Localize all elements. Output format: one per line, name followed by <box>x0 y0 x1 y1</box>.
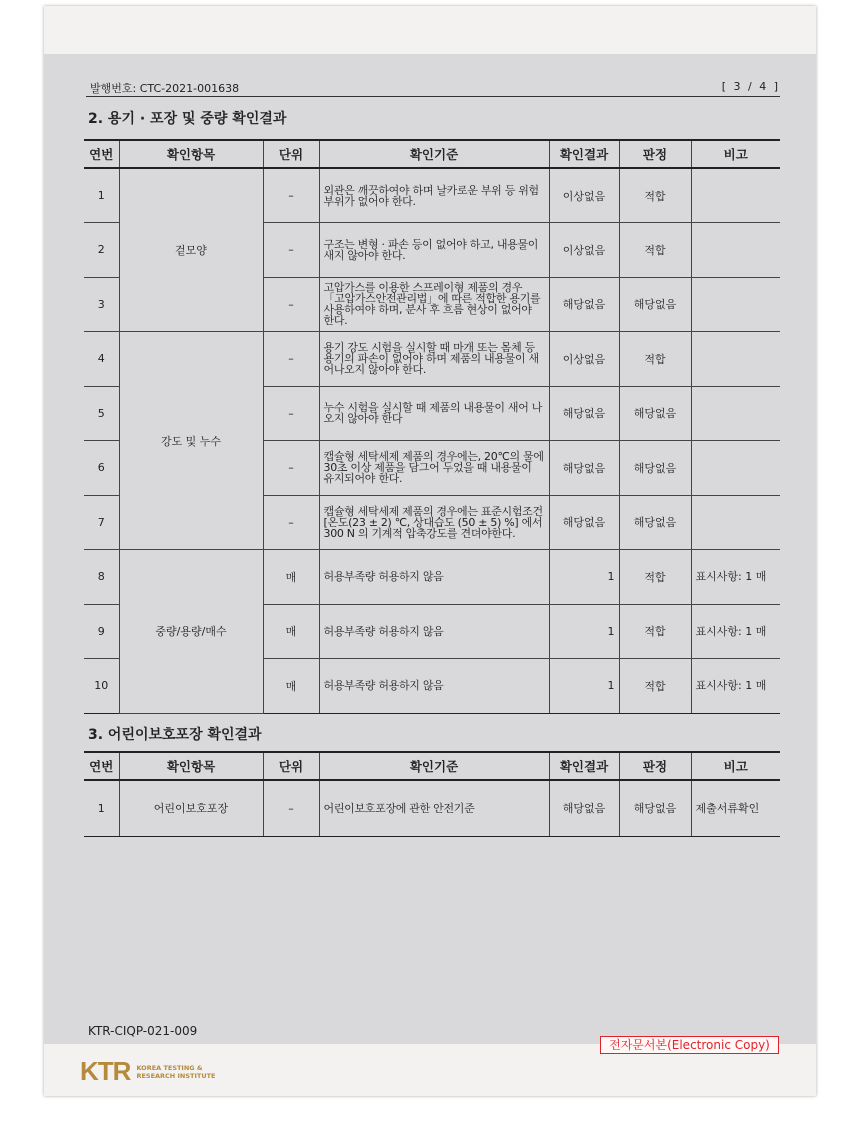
row-judgement: 적합 <box>619 659 691 714</box>
row-unit: – <box>263 495 319 550</box>
col-header-unit: 단위 <box>263 752 319 780</box>
row-standard: 허용부족량 허용하지 않음 <box>319 604 549 659</box>
row-unit: 매 <box>263 604 319 659</box>
row-judgement: 해당없음 <box>619 441 691 496</box>
row-judgement: 적합 <box>619 168 691 223</box>
row-result: 이상없음 <box>549 223 619 278</box>
row-no: 1 <box>84 780 119 836</box>
row-result: 이상없음 <box>549 332 619 387</box>
ktr-logo-mark: KTR <box>80 1056 131 1086</box>
row-note <box>691 332 780 387</box>
col-header-result: 확인결과 <box>549 140 619 168</box>
row-no: 7 <box>84 495 119 550</box>
row-judgement: 적합 <box>619 550 691 605</box>
group-strength: 강도 및 누수 <box>119 332 263 550</box>
row-unit: – <box>263 223 319 278</box>
row-note: 표시사항: 1 매 <box>691 604 780 659</box>
table-row <box>84 780 780 836</box>
row-unit: – <box>263 386 319 441</box>
row-standard: 구조는 변형 · 파손 등이 없어야 하고, 내용물이 새지 않아야 한다. <box>319 223 549 278</box>
row-note <box>691 386 780 441</box>
col-header-no: 연번 <box>84 140 119 168</box>
row-judgement: 해당없음 <box>619 277 691 332</box>
row-unit: 매 <box>263 659 319 714</box>
col-header-no: 연번 <box>84 752 119 780</box>
col-header-result: 확인결과 <box>549 752 619 780</box>
row-no: 2 <box>84 223 119 278</box>
container-check-table <box>84 139 780 714</box>
row-note <box>691 495 780 550</box>
row-standard: 허용부족량 허용하지 않음 <box>319 659 549 714</box>
electronic-copy-stamp: 전자문서본(Electronic Copy) <box>600 1036 779 1054</box>
ktr-logo-text <box>136 1064 215 1080</box>
group-weight: 중량/용량/매수 <box>119 550 263 714</box>
page-top-band <box>44 6 816 54</box>
row-judgement: 해당없음 <box>619 386 691 441</box>
logo-line-1: KOREA TESTING & <box>136 1063 203 1072</box>
row-unit: – <box>263 168 319 223</box>
table-header-row <box>84 140 780 168</box>
row-result: 이상없음 <box>549 168 619 223</box>
col-header-item: 확인항목 <box>119 140 263 168</box>
row-result: 해당없음 <box>549 386 619 441</box>
row-unit: 매 <box>263 550 319 605</box>
row-judgement: 적합 <box>619 223 691 278</box>
document-page <box>44 6 816 1096</box>
header-rule <box>86 96 780 97</box>
row-note <box>691 277 780 332</box>
col-header-standard: 확인기준 <box>319 752 549 780</box>
row-no: 4 <box>84 332 119 387</box>
row-result: 해당없음 <box>549 780 619 836</box>
row-standard: 고압가스를 이용한 스프레이형 제품의 경우 「고압가스안전관리법」에 따른 적합한 용기를 사용하여야 하며, 분사 후 흐름 현상이 없어야 한다. <box>319 277 549 332</box>
row-no: 9 <box>84 604 119 659</box>
row-judgement: 적합 <box>619 332 691 387</box>
section-3-title: 3. 어린이보호포장 확인결과 <box>88 727 262 743</box>
row-standard: 캡슐형 세탁세제 제품의 경우에는 표준시험조건 [온도(23 ± 2) ℃, 상대습도 (50 ± 5) %] 에서 300 N 의 기계적 압축강도를 견뎌야한다. <box>319 495 549 550</box>
row-note <box>691 441 780 496</box>
row-result: 해당없음 <box>549 441 619 496</box>
row-no: 3 <box>84 277 119 332</box>
row-no: 10 <box>84 659 119 714</box>
logo-line-2: RESEARCH INSTITUTE <box>136 1071 216 1080</box>
row-standard: 누수 시험을 실시할 때 제품의 내용물이 새어 나오지 않아야 한다 <box>319 386 549 441</box>
row-unit: – <box>263 780 319 836</box>
row-result: 1 <box>549 659 619 714</box>
row-note <box>691 223 780 278</box>
row-note <box>691 168 780 223</box>
col-header-note: 비고 <box>691 140 780 168</box>
row-result: 해당없음 <box>549 495 619 550</box>
row-note: 표시사항: 1 매 <box>691 550 780 605</box>
ktr-logo <box>80 1056 216 1087</box>
row-judgement: 해당없음 <box>619 780 691 836</box>
row-standard: 어린이보호포장에 관한 안전기준 <box>319 780 549 836</box>
row-standard: 허용부족량 허용하지 않음 <box>319 550 549 605</box>
row-unit: – <box>263 332 319 387</box>
group-appearance: 겉모양 <box>119 168 263 332</box>
section-2-title: 2. 용기 · 포장 및 중량 확인결과 <box>88 111 287 127</box>
col-header-judgement: 판정 <box>619 140 691 168</box>
row-standard: 외관은 깨끗하여야 하며 날카로운 부위 등 위험부위가 없어야 한다. <box>319 168 549 223</box>
col-header-judgement: 판정 <box>619 752 691 780</box>
row-no: 6 <box>84 441 119 496</box>
row-note: 표시사항: 1 매 <box>691 659 780 714</box>
table-row <box>84 332 780 387</box>
row-result: 1 <box>549 550 619 605</box>
col-header-item: 확인항목 <box>119 752 263 780</box>
row-standard: 캡슐형 세탁세제 제품의 경우에는, 20℃의 물에 30초 이상 제품을 담그어 두었을 때 내용물이 유지되어야 한다. <box>319 441 549 496</box>
col-header-standard: 확인기준 <box>319 140 549 168</box>
row-judgement: 적합 <box>619 604 691 659</box>
row-result: 해당없음 <box>549 277 619 332</box>
child-packaging-table <box>84 751 780 837</box>
col-header-note: 비고 <box>691 752 780 780</box>
row-unit: – <box>263 277 319 332</box>
row-item: 어린이보호포장 <box>119 780 263 836</box>
col-header-unit: 단위 <box>263 140 319 168</box>
row-judgement: 해당없음 <box>619 495 691 550</box>
table-header-row <box>84 752 780 780</box>
form-code: KTR-CIQP-021-009 <box>88 1024 198 1038</box>
row-unit: – <box>263 441 319 496</box>
table-row <box>84 168 780 223</box>
row-no: 5 <box>84 386 119 441</box>
row-no: 8 <box>84 550 119 605</box>
row-standard: 용기 강도 시험을 실시할 때 마개 또는 몸체 등 용기의 파손이 없어야 하며 제품의 내용물이 새어나오지 않아야 한다. <box>319 332 549 387</box>
doc-number: 발행번호: CTC-2021-001638 <box>90 82 240 95</box>
page-number: [ 3 / 4 ] <box>721 80 780 93</box>
row-note: 제출서류확인 <box>691 780 780 836</box>
row-result: 1 <box>549 604 619 659</box>
table-row <box>84 550 780 605</box>
row-no: 1 <box>84 168 119 223</box>
